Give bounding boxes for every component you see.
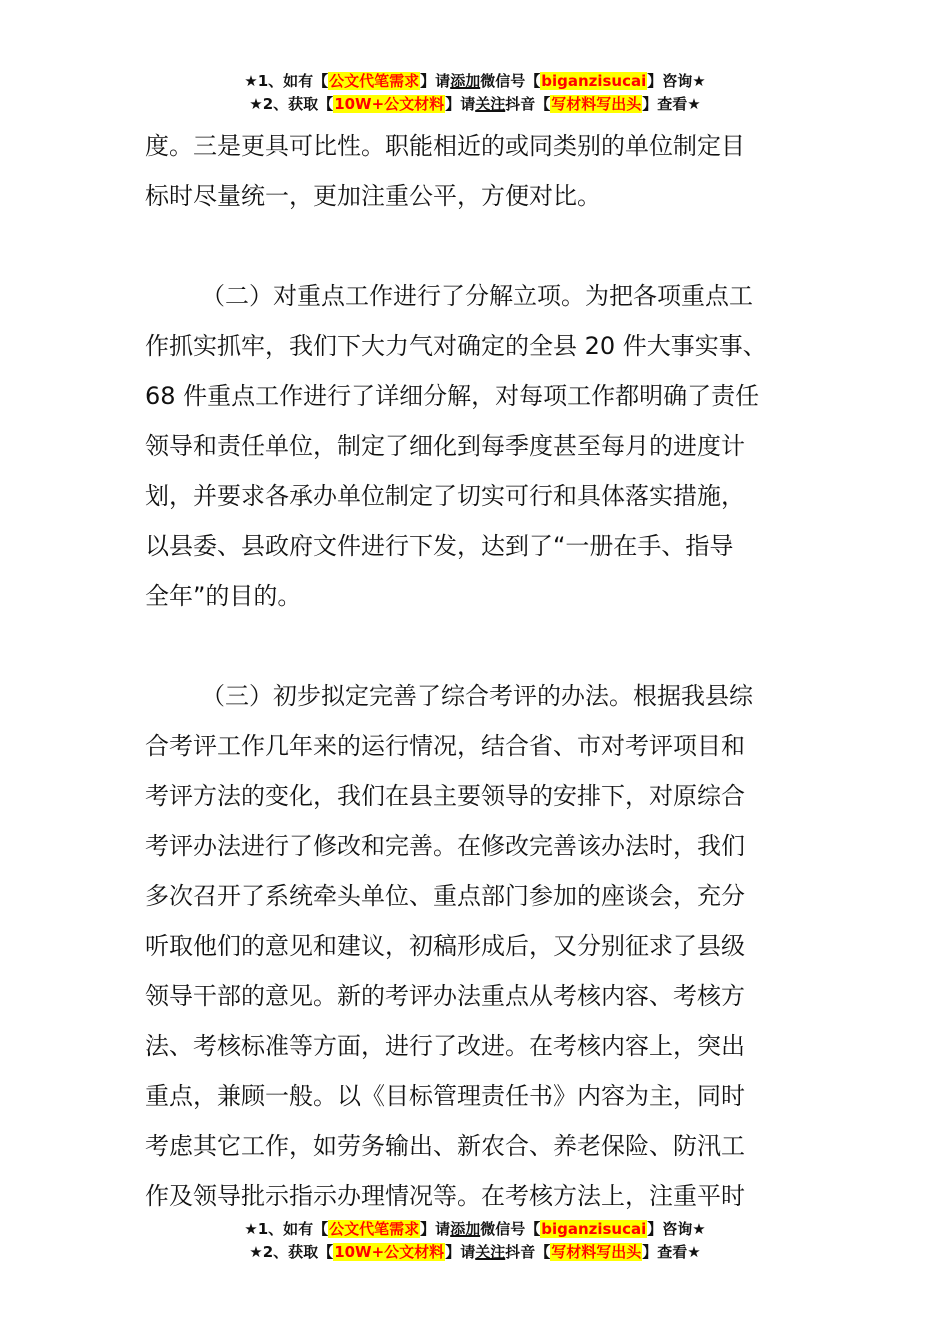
text-line: 法、考核标准等方面，进行了改进。在考核内容上，突出: [145, 1032, 745, 1060]
text-line: 考评办法进行了修改和完善。在修改完善该办法时，我们: [145, 832, 745, 860]
banner-text: ★2、获取【: [249, 95, 334, 113]
text-line: 听取他们的意见和建议，初稿形成后，又分别征求了县级: [145, 932, 745, 960]
banner-text: 抖音【: [505, 1243, 551, 1261]
banner-text: 微信号【: [480, 72, 541, 90]
text-line: 标时尽量统一，更加注重公平，方便对比。: [145, 182, 601, 210]
paragraph-3: [145, 671, 810, 1221]
banner-highlight: biganzisucai: [541, 1220, 647, 1238]
banner-text: 】查看★: [642, 95, 701, 113]
text-line: 合考评工作几年来的运行情况，结合省、市对考评项目和: [145, 732, 745, 760]
banner-text: 】咨询★: [647, 1220, 706, 1238]
header-banner: [0, 70, 950, 116]
banner-line-1: [0, 70, 950, 93]
text-line: 作抓实抓牢，我们下大力气对确定的全县 20 件大事实事、: [145, 332, 767, 360]
banner-text: ★1、如有【: [244, 72, 329, 90]
banner-text: 】请: [420, 1220, 451, 1238]
text-line: 度。三是更具可比性。职能相近的或同类别的单位制定目: [145, 132, 745, 160]
banner-text: ★2、获取【: [249, 1243, 334, 1261]
paragraph-2: [145, 271, 810, 621]
banner-highlight: 写材料写出头: [551, 1243, 642, 1261]
banner-text: 抖音【: [505, 95, 551, 113]
text-line: 划，并要求各承办单位制定了切实可行和具体落实措施，: [145, 482, 745, 510]
banner-underlined: 添加: [450, 1220, 481, 1238]
banner-underlined: 关注: [475, 1243, 506, 1261]
text-line: （三）初步拟定完善了综合考评的办法。根据我县综: [201, 682, 753, 710]
banner-text: 】请: [445, 1243, 476, 1261]
banner-highlight: biganzisucai: [541, 72, 647, 90]
banner-text: 微信号【: [480, 1220, 541, 1238]
text-line: 多次召开了系统牵头单位、重点部门参加的座谈会，充分: [145, 882, 745, 910]
text-line: 领导干部的意见。新的考评办法重点从考核内容、考核方: [145, 982, 745, 1010]
banner-highlight: 写材料写出头: [551, 95, 642, 113]
text-line: 考评方法的变化，我们在县主要领导的安排下，对原综合: [145, 782, 745, 810]
banner-underlined: 关注: [475, 95, 506, 113]
text-line: 作及领导批示指示办理情况等。在考核方法上，注重平时: [145, 1182, 745, 1210]
banner-highlight: 公文代笔需求: [329, 72, 420, 90]
text-line: （二）对重点工作进行了分解立项。为把各项重点工: [201, 282, 753, 310]
footer-banner: [0, 1218, 950, 1264]
text-line: 全年”的目的。: [145, 582, 302, 610]
paragraph-1: [145, 121, 810, 221]
text-line: 重点，兼顾一般。以《目标管理责任书》内容为主，同时: [145, 1082, 745, 1110]
banner-line-2: [0, 93, 950, 116]
text-line: 以县委、县政府文件进行下发，达到了“一册在手、指导: [145, 532, 734, 560]
banner-text: 】咨询★: [647, 72, 706, 90]
banner-line-1: [0, 1218, 950, 1241]
banner-text: 】查看★: [642, 1243, 701, 1261]
text-line: 考虑其它工作，如劳务输出、新农合、养老保险、防汛工: [145, 1132, 745, 1160]
banner-underlined: 添加: [450, 72, 481, 90]
banner-text: 】请: [420, 72, 451, 90]
banner-highlight: 10W+公文材料: [334, 1243, 445, 1261]
banner-text: 】请: [445, 95, 476, 113]
banner-line-2: [0, 1241, 950, 1264]
text-line: 领导和责任单位，制定了细化到每季度甚至每月的进度计: [145, 432, 745, 460]
document-body: [145, 121, 810, 1221]
banner-highlight: 10W+公文材料: [334, 95, 445, 113]
banner-text: ★1、如有【: [244, 1220, 329, 1238]
banner-highlight: 公文代笔需求: [329, 1220, 420, 1238]
text-line: 68 件重点工作进行了详细分解，对每项工作都明确了责任: [145, 382, 760, 410]
